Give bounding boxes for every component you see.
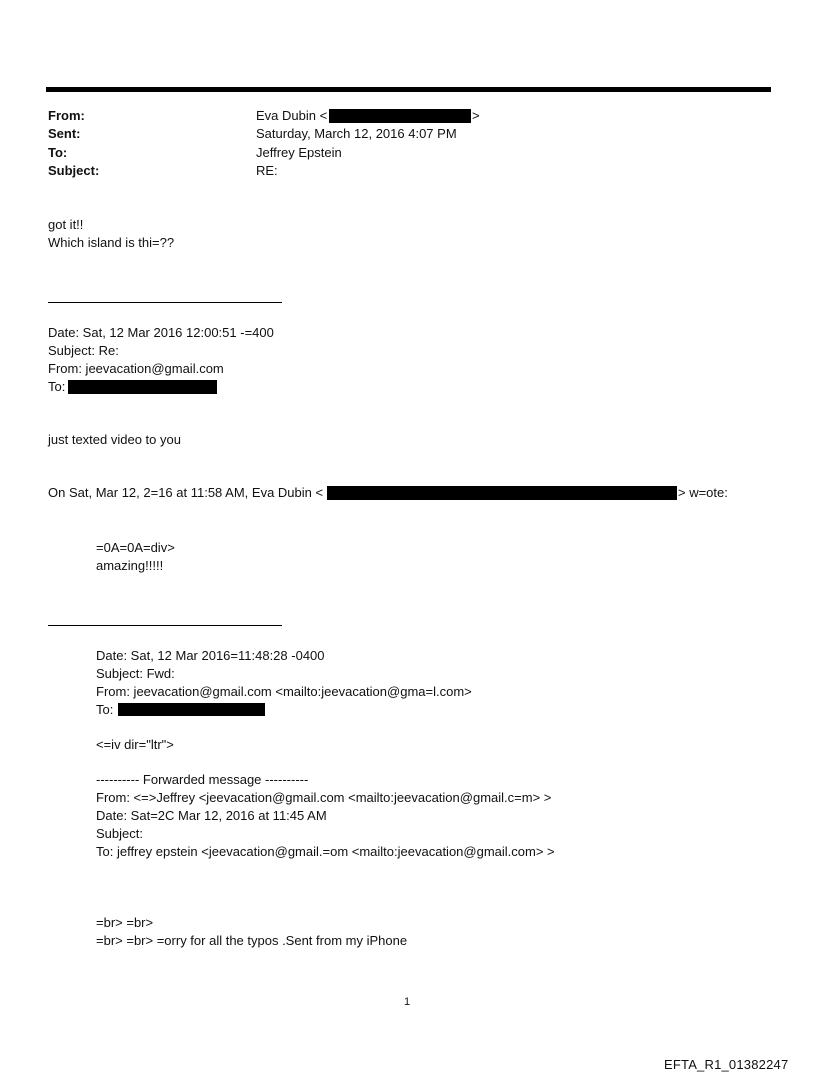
reply1-quoted-line-2: amazing!!!!! [96, 558, 164, 573]
redaction-block [118, 703, 265, 716]
reply1-quote-intro: On Sat, Mar 12, 2=16 at 11:58 AM, Eva Dubin < [48, 485, 324, 500]
from-value-end: > [472, 108, 480, 123]
redaction-block [327, 486, 677, 500]
body-line-1: got it!! [48, 217, 84, 232]
top-rule [46, 87, 771, 92]
br-line-2: =br> =br> =orry for all the typos .Sent from my iPhone [96, 933, 408, 948]
reply1-date: Date: Sat, 12 Mar 2016 12:00:51 -=400 [48, 325, 274, 340]
subject-label: Subject: [48, 163, 100, 178]
reply2-div-line: <=iv dir="ltr"> [96, 737, 174, 752]
br-line-1: =br> =br> [96, 915, 154, 930]
sent-label: Sent: [48, 126, 81, 141]
to-label: To: [48, 145, 68, 160]
reply1-subject: Subject: Re: [48, 343, 119, 358]
redaction-block [68, 380, 217, 394]
reply2-date: Date: Sat, 12 Mar 2016=11:48:28 -0400 [96, 648, 325, 663]
from-label: From: [48, 108, 85, 123]
forwarded-to: To: jeffrey epstein <jeevacation@gmail.=om <mailto:jeevacation@gmail.com> > [96, 844, 555, 859]
forwarded-from: From: <=>Jeffrey <jeevacation@gmail.com <mailto:jeevacation@gmail.c=m> > [96, 790, 552, 805]
forwarded-message-header: ---------- Forwarded message ---------- [96, 772, 309, 787]
reply2-from: From: jeevacation@gmail.com <mailto:jeevacation@gma=l.com> [96, 684, 472, 699]
sent-value: Saturday, March 12, 2016 4:07 PM [256, 126, 457, 141]
reply2-subject: Subject: Fwd: [96, 666, 175, 681]
reply2-to: To: [96, 702, 114, 717]
reply1-quote-intro-end: > w=ote: [678, 485, 728, 500]
forwarded-date: Date: Sat=2C Mar 12, 2016 at 11:45 AM [96, 808, 327, 823]
separator-rule-1 [48, 302, 282, 303]
from-value: Eva Dubin < [256, 108, 328, 123]
to-value: Jeffrey Epstein [256, 145, 342, 160]
reply1-quoted-line-1: =0A=0A=div> [96, 540, 175, 555]
redaction-block [329, 109, 471, 123]
forwarded-subject: Subject: [96, 826, 143, 841]
separator-rule-2 [48, 625, 282, 626]
subject-value: RE: [256, 163, 278, 178]
reply1-to: To: [48, 379, 66, 394]
reply1-from: From: jeevacation@gmail.com [48, 361, 224, 376]
body-line-2: Which island is thi=?? [48, 235, 175, 250]
document-id: EFTA_R1_01382247 [664, 1057, 789, 1072]
reply1-message: just texted video to you [48, 432, 181, 447]
page-number: 1 [404, 996, 411, 1008]
